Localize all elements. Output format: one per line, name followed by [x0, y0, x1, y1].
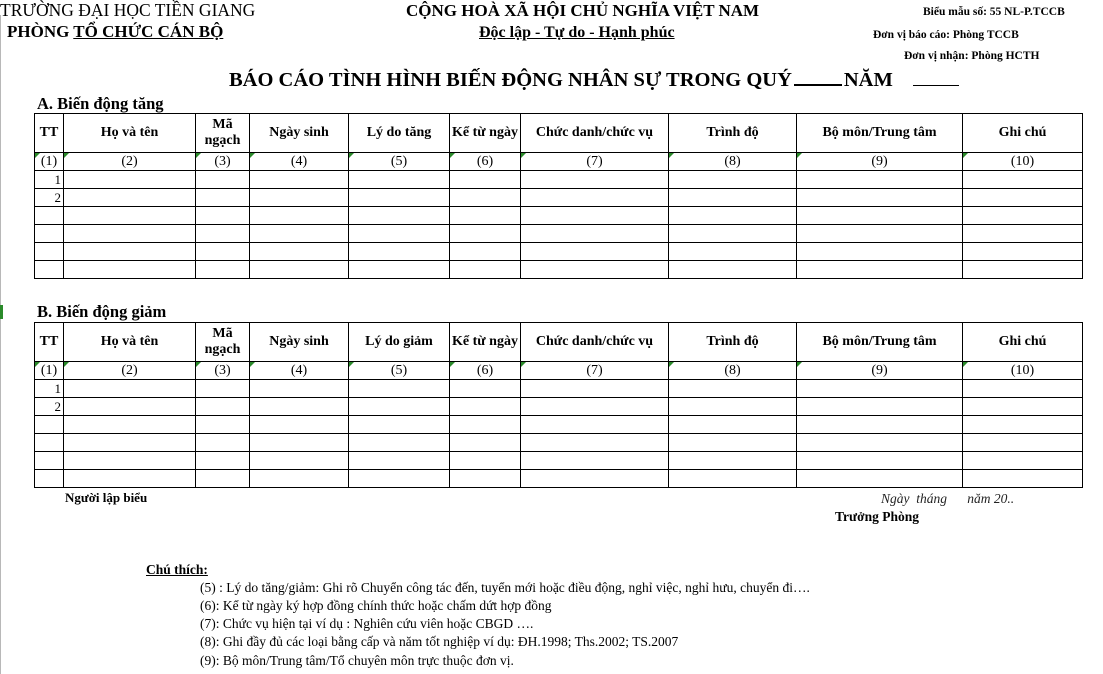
preparer-label: Người lập biểu — [65, 490, 148, 505]
cell[interactable] — [521, 171, 669, 189]
cell[interactable] — [797, 452, 963, 470]
col-header-position: Chức danh/chức vụ — [521, 323, 669, 362]
cell[interactable] — [349, 380, 450, 398]
cell[interactable] — [521, 243, 669, 261]
cell[interactable] — [521, 416, 669, 434]
cell[interactable] — [196, 171, 250, 189]
col-number: (8) — [669, 362, 797, 380]
col-number: (3) — [196, 153, 250, 171]
cell[interactable] — [349, 398, 450, 416]
col-header-reason: Lý do giảm — [349, 323, 450, 362]
cell[interactable] — [669, 171, 797, 189]
col-header-tt: TT — [35, 114, 64, 153]
cell[interactable] — [521, 380, 669, 398]
cell[interactable] — [196, 243, 250, 261]
col-header-position: Chức danh/chức vụ — [521, 114, 669, 153]
row-number — [35, 416, 64, 434]
row-number — [35, 225, 64, 243]
cell[interactable] — [349, 452, 450, 470]
cell[interactable] — [349, 416, 450, 434]
table-row — [35, 225, 1083, 243]
cell[interactable] — [250, 380, 349, 398]
country-name: CỘNG HOÀ XÃ HỘI CHỦ NGHĨA VIỆT NAM — [406, 1, 760, 20]
col-number: (9) — [797, 362, 963, 380]
col-number: (8) — [669, 153, 797, 171]
col-header-name: Họ và tên — [64, 323, 196, 362]
department-rest: TỔ CHỨC CÁN BỘ — [73, 22, 224, 41]
cell[interactable] — [349, 207, 450, 225]
row-number — [35, 452, 64, 470]
col-header-tt: TT — [35, 323, 64, 362]
row-number — [35, 261, 64, 279]
cell[interactable] — [250, 243, 349, 261]
row-number: 2 — [35, 398, 64, 416]
cell[interactable] — [250, 189, 349, 207]
note-item: (6): Kể từ ngày ký hợp đồng chính thức hoặc chấm dứt hợp đồng — [200, 598, 552, 613]
cell[interactable] — [250, 171, 349, 189]
cell[interactable] — [669, 243, 797, 261]
cell[interactable] — [349, 243, 450, 261]
cell[interactable] — [963, 225, 1083, 243]
cell[interactable] — [64, 398, 196, 416]
cell[interactable] — [64, 171, 196, 189]
table-row — [35, 380, 1083, 398]
table-row — [35, 171, 1083, 189]
cell[interactable] — [450, 434, 521, 452]
cell[interactable] — [963, 261, 1083, 279]
cell[interactable] — [521, 225, 669, 243]
cell[interactable] — [450, 171, 521, 189]
cell[interactable] — [64, 243, 196, 261]
cell[interactable] — [963, 398, 1083, 416]
cell[interactable] — [250, 225, 349, 243]
row-number: 1 — [35, 380, 64, 398]
note-item: (9): Bộ môn/Trung tâm/Tổ chuyên môn trực thuộc đơn vị. — [200, 653, 514, 668]
cell[interactable] — [196, 207, 250, 225]
cell[interactable] — [250, 207, 349, 225]
cell[interactable] — [963, 243, 1083, 261]
col-number: (4) — [250, 153, 349, 171]
cell[interactable] — [250, 261, 349, 279]
col-header-name: Họ và tên — [64, 114, 196, 153]
col-header-department: Bộ môn/Trung tâm — [797, 114, 963, 153]
cell[interactable] — [196, 189, 250, 207]
table-row — [35, 416, 1083, 434]
table-row — [35, 452, 1083, 470]
cell[interactable] — [797, 243, 963, 261]
col-header-effective-date: Kể từ ngày — [450, 114, 521, 153]
table-row — [35, 243, 1083, 261]
sheet-left-border — [0, 15, 1, 674]
col-header-notes: Ghi chú — [963, 323, 1083, 362]
row-marker — [0, 305, 3, 319]
col-header-department: Bộ môn/Trung tâm — [797, 323, 963, 362]
cell[interactable] — [250, 470, 349, 488]
cell[interactable] — [349, 470, 450, 488]
cell[interactable] — [963, 171, 1083, 189]
cell[interactable] — [797, 189, 963, 207]
cell[interactable] — [521, 470, 669, 488]
cell[interactable] — [349, 189, 450, 207]
cell[interactable] — [349, 171, 450, 189]
note-item: (7): Chức vụ hiện tại ví dụ : Nghiên cứu viên hoặc CBGD …. — [200, 616, 534, 631]
table-row — [35, 434, 1083, 452]
cell[interactable] — [196, 416, 250, 434]
col-header-birthdate: Ngày sinh — [250, 323, 349, 362]
cell[interactable] — [797, 207, 963, 225]
col-number: (6) — [450, 362, 521, 380]
table-row — [35, 189, 1083, 207]
cell[interactable] — [963, 434, 1083, 452]
department-prefix: PHÒNG — [7, 22, 74, 41]
cell[interactable] — [196, 470, 250, 488]
cell[interactable] — [349, 434, 450, 452]
cell[interactable] — [196, 452, 250, 470]
cell[interactable] — [450, 416, 521, 434]
cell[interactable] — [521, 434, 669, 452]
row-number — [35, 207, 64, 225]
cell[interactable] — [450, 380, 521, 398]
year-label: NĂM — [843, 69, 893, 91]
cell[interactable] — [250, 434, 349, 452]
cell[interactable] — [521, 452, 669, 470]
cell[interactable] — [669, 207, 797, 225]
col-number: (3) — [196, 362, 250, 380]
cell[interactable] — [963, 189, 1083, 207]
motto: Độc lập - Tự do - Hạnh phúc — [479, 24, 675, 41]
department-name — [7, 22, 223, 42]
col-number: (10) — [963, 153, 1083, 171]
cell[interactable] — [64, 470, 196, 488]
cell[interactable] — [250, 452, 349, 470]
col-header-notes: Ghi chú — [963, 114, 1083, 153]
cell[interactable] — [797, 225, 963, 243]
cell[interactable] — [349, 261, 450, 279]
section-a-heading: A. Biến động tăng — [37, 94, 164, 113]
report-title-text: BÁO CÁO TÌNH HÌNH BIẾN ĐỘNG NHÂN SỰ TRONG QUÝ — [229, 69, 792, 91]
cell[interactable] — [669, 416, 797, 434]
table-row — [35, 398, 1083, 416]
cell[interactable] — [64, 207, 196, 225]
col-number: (4) — [250, 362, 349, 380]
cell[interactable] — [797, 380, 963, 398]
cell[interactable] — [450, 398, 521, 416]
cell[interactable] — [196, 225, 250, 243]
report-title — [229, 69, 959, 92]
cell[interactable] — [669, 261, 797, 279]
cell[interactable] — [450, 243, 521, 261]
col-number: (9) — [797, 153, 963, 171]
cell[interactable] — [963, 380, 1083, 398]
cell[interactable] — [64, 452, 196, 470]
note-item: (5) : Lý do tăng/giảm: Ghi rõ Chuyển công tác đến, tuyển mới hoặc điều động, nghỉ việc, nghỉ hưu, chuyển đi…. — [200, 580, 810, 595]
cell[interactable] — [196, 380, 250, 398]
school-name: TRƯỜNG ĐẠI HỌC TIỀN GIANG — [0, 0, 256, 20]
cell[interactable] — [349, 225, 450, 243]
decrease-table — [34, 322, 1083, 488]
col-number: (5) — [349, 153, 450, 171]
col-header-qualification: Trình độ — [669, 114, 797, 153]
year-blank[interactable] — [913, 85, 959, 86]
cell[interactable] — [963, 452, 1083, 470]
cell[interactable] — [450, 189, 521, 207]
note-item: (8): Ghi đầy đủ các loại bằng cấp và năm tốt nghiệp ví dụ: ĐH.1998; Ths.2002; TS.2007 — [200, 634, 679, 649]
cell[interactable] — [669, 380, 797, 398]
cell[interactable] — [669, 189, 797, 207]
cell[interactable] — [64, 416, 196, 434]
cell[interactable] — [521, 189, 669, 207]
col-header-reason: Lý do tăng — [349, 114, 450, 153]
cell[interactable] — [963, 470, 1083, 488]
col-header-qualification: Trình độ — [669, 323, 797, 362]
cell[interactable] — [521, 207, 669, 225]
cell[interactable] — [797, 434, 963, 452]
cell[interactable] — [250, 416, 349, 434]
col-header-birthdate: Ngày sinh — [250, 114, 349, 153]
form-number: Biểu mẫu số: 55 NL-P.TCCB — [923, 6, 1065, 18]
row-number — [35, 434, 64, 452]
col-number: (6) — [450, 153, 521, 171]
col-header-rank-code: Mã ngạch — [196, 114, 250, 153]
cell[interactable] — [64, 380, 196, 398]
cell[interactable] — [450, 225, 521, 243]
notes-title: Chú thích: — [146, 562, 208, 577]
cell[interactable] — [450, 452, 521, 470]
cell[interactable] — [797, 416, 963, 434]
cell[interactable] — [450, 470, 521, 488]
cell[interactable] — [963, 416, 1083, 434]
receiving-unit: Đơn vị nhận: Phòng HCTH — [904, 50, 1040, 62]
cell[interactable] — [669, 398, 797, 416]
cell[interactable] — [196, 261, 250, 279]
section-b-heading: B. Biến động giảm — [37, 302, 167, 321]
head-of-department-label: Trưởng Phòng — [835, 509, 919, 524]
cell[interactable] — [521, 398, 669, 416]
cell[interactable] — [450, 261, 521, 279]
cell[interactable] — [64, 261, 196, 279]
cell[interactable] — [797, 398, 963, 416]
row-number — [35, 243, 64, 261]
row-number — [35, 470, 64, 488]
col-number: (7) — [521, 153, 669, 171]
cell[interactable] — [669, 225, 797, 243]
cell[interactable] — [64, 434, 196, 452]
col-number: (7) — [521, 362, 669, 380]
cell[interactable] — [521, 261, 669, 279]
reporting-unit: Đơn vị báo cáo: Phòng TCCB — [873, 29, 1019, 41]
cell[interactable] — [196, 434, 250, 452]
cell[interactable] — [797, 470, 963, 488]
col-number: (1) — [35, 153, 64, 171]
cell[interactable] — [669, 452, 797, 470]
cell[interactable] — [196, 398, 250, 416]
row-number: 1 — [35, 171, 64, 189]
cell[interactable] — [797, 261, 963, 279]
cell[interactable] — [797, 171, 963, 189]
cell[interactable] — [64, 189, 196, 207]
cell[interactable] — [450, 207, 521, 225]
col-header-rank-code: Mã ngạch — [196, 323, 250, 362]
table-row — [35, 261, 1083, 279]
date-line: Ngày tháng năm 20.. — [881, 491, 1015, 506]
table-row — [35, 470, 1083, 488]
col-header-effective-date: Kể từ ngày — [450, 323, 521, 362]
cell[interactable] — [963, 207, 1083, 225]
col-number: (1) — [35, 362, 64, 380]
increase-table — [34, 113, 1083, 279]
cell[interactable] — [64, 225, 196, 243]
cell[interactable] — [250, 398, 349, 416]
table-row — [35, 207, 1083, 225]
cell[interactable] — [669, 470, 797, 488]
quarter-blank[interactable] — [794, 84, 842, 86]
row-number: 2 — [35, 189, 64, 207]
col-number: (2) — [64, 362, 196, 380]
col-number: (2) — [64, 153, 196, 171]
col-number: (5) — [349, 362, 450, 380]
col-number: (10) — [963, 362, 1083, 380]
cell[interactable] — [669, 434, 797, 452]
